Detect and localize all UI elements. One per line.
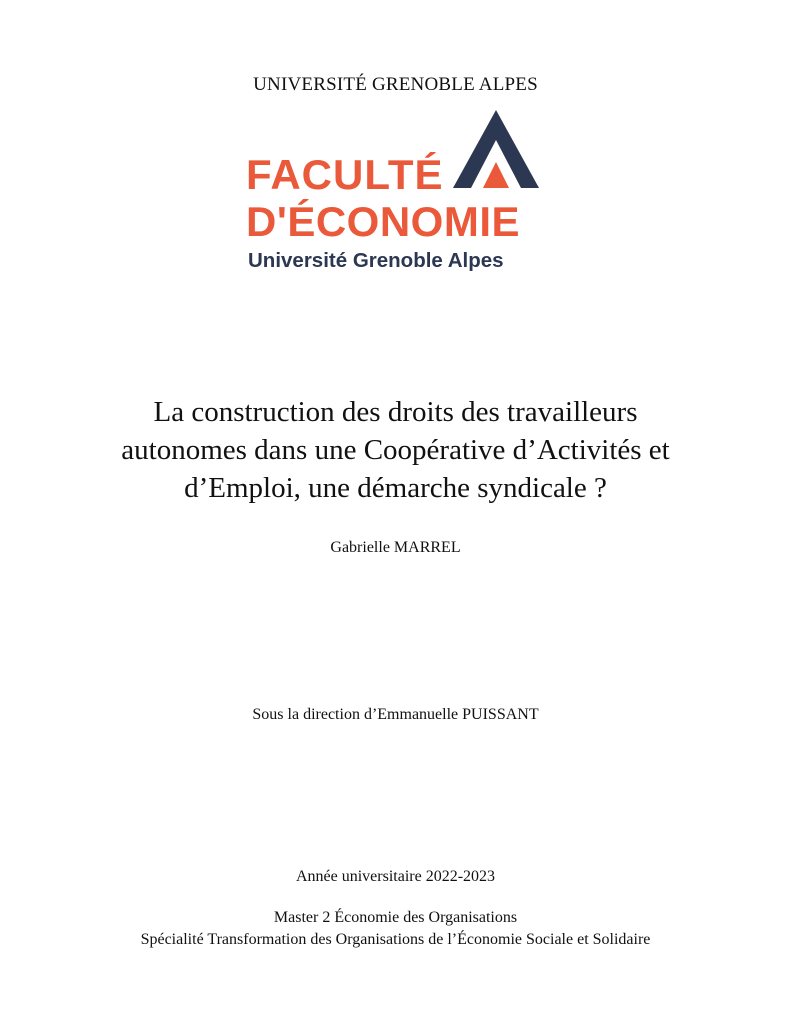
supervisor-line: Sous la direction d’Emmanuelle PUISSANT [252,706,539,723]
thesis-title-line: La construction des droits des travailleurs [153,396,638,428]
logo-orange-triangle [483,162,509,188]
specialty-line: Spécialité Transformation des Organisations de l’Économie Sociale et Solidaire [140,931,651,948]
thesis-title-line: autonomes dans une Coopérative d’Activités et [121,434,670,466]
faculty-logo [246,110,546,275]
thesis-title [60,393,731,507]
academic-year: Année universitaire 2022-2023 [295,868,496,885]
logo-text-faculte: FACULTÉ [246,151,444,198]
faculty-chevron-logo-icon [451,110,541,192]
logo-text-university: Université Grenoble Alpes [248,249,504,272]
thesis-title-line: d’Emploi, une démarche syndicale ? [184,472,607,504]
logo-text-economie: D'ÉCONOMIE [246,198,521,245]
author-name: Gabrielle MARREL [330,539,461,556]
university-heading: UNIVERSITÉ GRENOBLE ALPES [253,74,538,95]
master-program: Master 2 Économie des Organisations [273,909,518,926]
